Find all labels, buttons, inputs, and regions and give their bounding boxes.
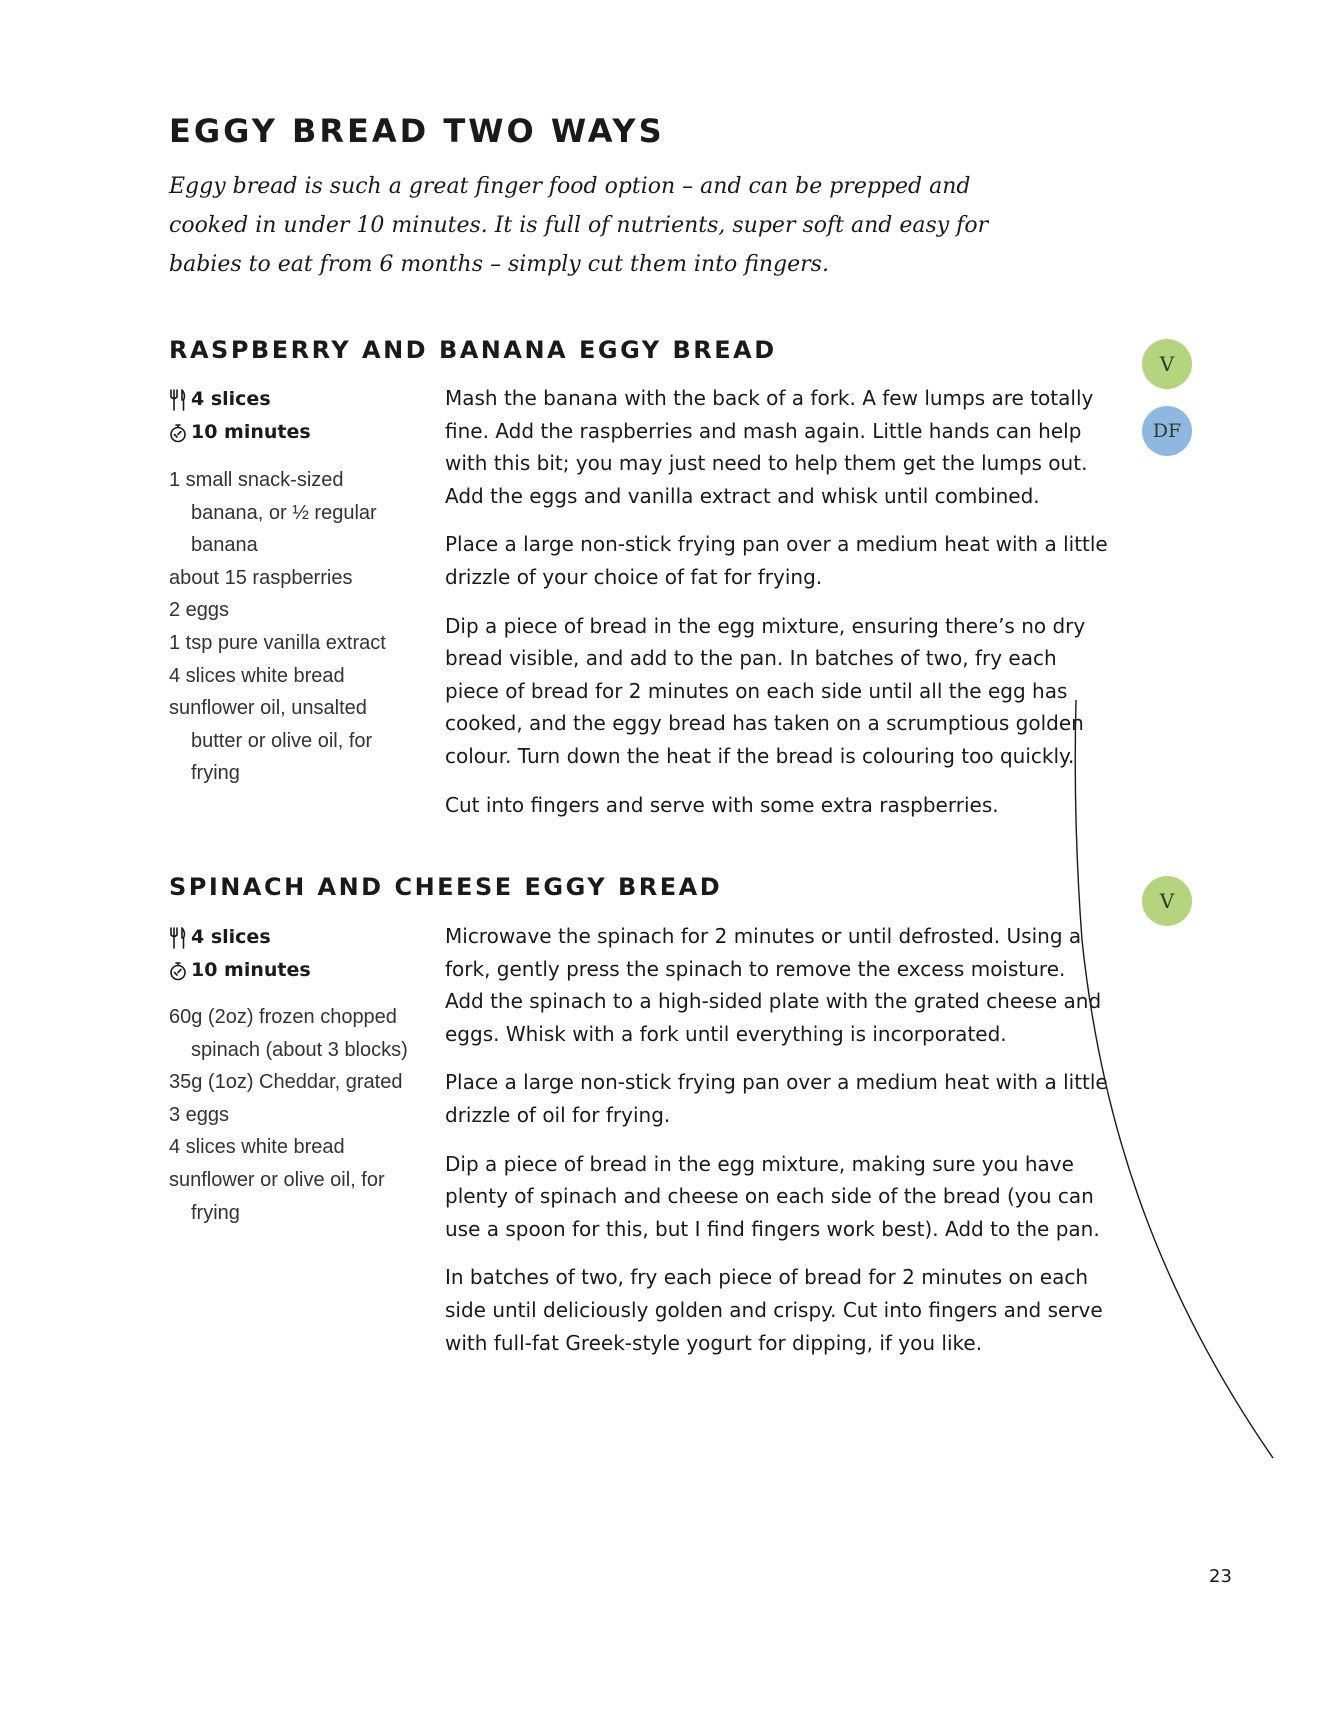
recipe-meta-spinach-cheese <box>169 921 419 987</box>
method-step: In batches of two, fry each piece of bread for 2 minutes on each side until deliciously golden and crispy. Cut into fingers and serve with full-fat Greek-style yogurt for dipping, if you like. <box>445 1265 1103 1355</box>
ingredient-item: 35g (1oz) Cheddar, grated <box>169 1071 403 1094</box>
time-row <box>169 416 419 449</box>
ingredient-item: 4 slices white bread <box>169 1136 345 1159</box>
method-step: Cut into fingers and serve with some extra raspberries. <box>445 792 999 817</box>
recipe-meta-raspberry-banana <box>169 383 419 449</box>
timer-icon <box>169 423 187 443</box>
dairy-free-badge: DF <box>1142 406 1192 456</box>
method-step: Dip a piece of bread in the egg mixture, making sure you have plenty of spinach and cheese on each side of the bread (you can use a spoon for this, but I find fingers work best). Add to the pan. <box>445 1151 1100 1241</box>
time-row <box>169 954 419 987</box>
method-step: Place a large non-stick frying pan over a medium heat with a little drizzle of your choice of fat for frying. <box>445 532 1108 589</box>
ingredient-item: sunflower oil, unsalted butter or olive oil, for frying <box>169 697 373 785</box>
ingredient-item: sunflower or olive oil, for frying <box>169 1168 385 1224</box>
ingredients-list-spinach-cheese <box>169 1001 409 1229</box>
recipe-title-spinach-cheese: SPINACH AND CHEESE EGGY BREAD <box>169 873 723 901</box>
ingredient-item: 4 slices white bread <box>169 664 345 687</box>
servings-row <box>169 921 419 954</box>
servings-text: 4 slices <box>191 926 271 948</box>
ingredient-item: 60g (2oz) frozen chopped spinach (about 3 blocks) <box>169 1006 408 1061</box>
ingredients-list-raspberry-banana <box>169 464 409 790</box>
method-step: Mash the banana with the back of a fork. A few lumps are totally fine. Add the raspberries and mash again. Little hands can help with this bit; you may just need to help them get the lumps out. Add the eggs and vanilla extract and whisk until combined. <box>445 386 1094 508</box>
time-text: 10 minutes <box>191 421 311 443</box>
time-text: 10 minutes <box>191 959 311 981</box>
vegetarian-badge: V <box>1142 339 1192 389</box>
method-step: Place a large non-stick frying pan over a medium heat with a little drizzle of oil for frying. <box>445 1070 1108 1127</box>
ingredient-item: 1 small snack-sized banana, or ½ regular banana <box>169 469 377 557</box>
page-number: 23 <box>1209 1566 1232 1587</box>
vegetarian-badge: V <box>1142 876 1192 926</box>
method-raspberry-banana <box>445 382 1110 837</box>
method-step: Microwave the spinach for 2 minutes or until defrosted. Using a fork, gently press the spinach to remove the excess moisture. Add the spinach to a high-sided plate with the grated cheese and eggs. Whisk with a fork until everything is incorporated. <box>445 924 1102 1046</box>
ingredient-item: 3 eggs <box>169 1103 230 1126</box>
timer-icon <box>169 961 187 981</box>
recipe-title-raspberry-banana: RASPBERRY AND BANANA EGGY BREAD <box>169 336 777 364</box>
method-step: Dip a piece of bread in the egg mixture, ensuring there’s no dry bread visible, and add to the pan. In batches of two, fry each piece of bread for 2 minutes on each side until all the egg has cooked, and the eggy bread has taken on a scrumptious golden colour. Turn down the heat if the bread is colouring too quickly. <box>445 613 1086 768</box>
ingredient-item: 2 eggs <box>169 599 230 622</box>
cutlery-icon <box>169 389 187 411</box>
page-title: EGGY BREAD TWO WAYS <box>169 112 665 150</box>
ingredient-item: about 15 raspberries <box>169 566 353 589</box>
intro-text: Eggy bread is such a great finger food option – and can be prepped and cooked in under 10 minutes. It is full of nutrients, super soft and easy for babies to eat from 6 months – simply cut them into fingers. <box>169 174 989 277</box>
method-spinach-cheese <box>445 920 1110 1375</box>
servings-row <box>169 383 419 416</box>
ingredient-item: 1 tsp pure vanilla extract <box>169 631 386 654</box>
cutlery-icon <box>169 927 187 949</box>
servings-text: 4 slices <box>191 388 271 410</box>
